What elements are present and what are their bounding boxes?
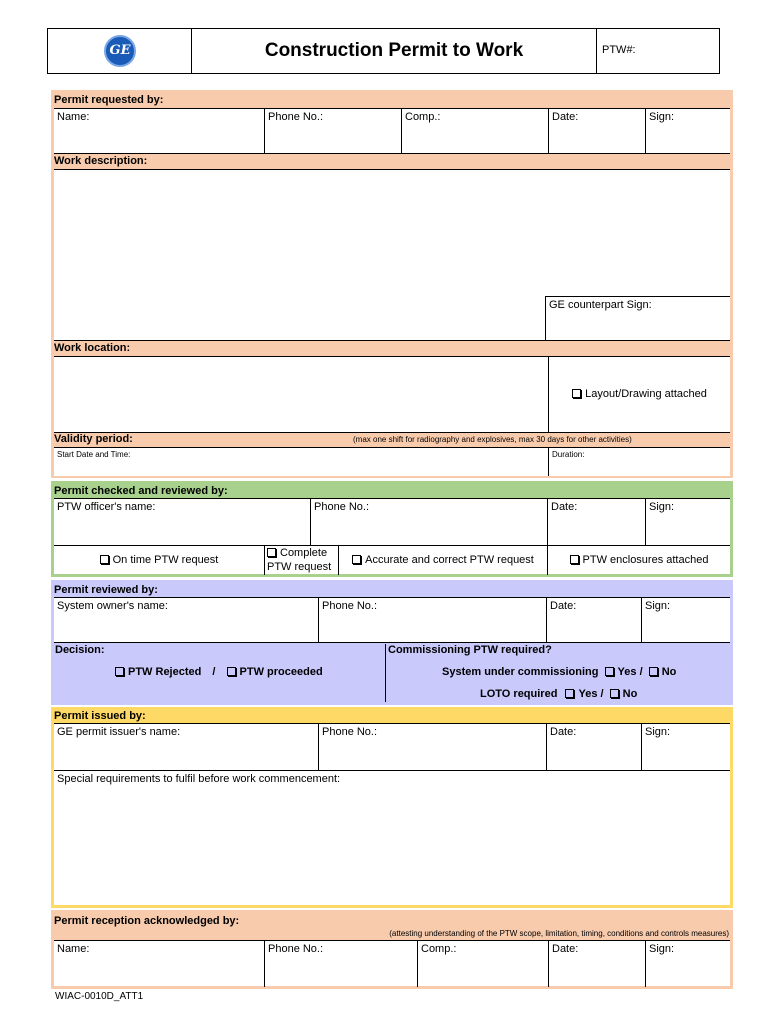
system-under-row — [442, 666, 676, 679]
accurate-checkbox[interactable] — [338, 546, 547, 575]
work-location-heading: Work location: — [54, 342, 131, 354]
section-reviewed — [51, 580, 733, 705]
reception-date-field[interactable] — [548, 941, 645, 987]
checkbox-icon — [605, 667, 614, 676]
checkbox-icon — [565, 689, 574, 698]
complete-label-2: PTW request — [267, 561, 332, 573]
reviewed-date-field[interactable] — [546, 598, 641, 642]
header-box — [47, 28, 720, 74]
reception-row — [54, 940, 730, 986]
ptw-proceeded-checkbox[interactable] — [227, 666, 323, 678]
checkbox-icon — [267, 548, 276, 557]
accurate-label: Accurate and correct PTW request — [365, 554, 534, 566]
issued-phone-label: Phone No.: — [322, 726, 378, 738]
complete-label-1: Complete — [280, 547, 328, 559]
checkbox-icon — [227, 667, 236, 676]
requested-comp-field[interactable] — [401, 109, 548, 153]
requested-phone-field[interactable] — [264, 109, 401, 153]
decision-options — [115, 666, 323, 679]
requested-date-label: Date: — [552, 111, 579, 123]
on-time-label: On time PTW request — [112, 554, 219, 566]
reception-note: (attesting understanding of the PTW scope, limitation, timing, conditions and controls measures) — [389, 929, 729, 938]
checkbox-icon — [115, 667, 124, 676]
ptw-number-label: PTW#: — [602, 44, 636, 56]
officer-name-label: PTW officer's name: — [57, 501, 156, 513]
reception-name-label: Name: — [57, 943, 90, 955]
work-description-heading: Work description: — [54, 155, 148, 167]
counterpart-sign-field[interactable] — [545, 296, 730, 340]
system-under-label: System under commissioning — [442, 666, 599, 678]
loto-no-label: No — [622, 688, 638, 700]
loto-yes-checkbox[interactable] — [565, 688, 603, 700]
checked-sign-field[interactable] — [645, 499, 730, 545]
requested-name-field[interactable] — [54, 109, 264, 153]
checkbox-icon — [100, 555, 109, 564]
checkbox-icon — [610, 689, 619, 698]
requested-name-label: Name: — [57, 111, 90, 123]
loto-no-checkbox[interactable] — [610, 688, 638, 700]
special-requirements-label: Special requirements to fulfil before work commencement: — [57, 773, 341, 785]
reception-sign-label: Sign: — [649, 943, 675, 955]
reviewed-sign-label: Sign: — [645, 600, 671, 612]
section-requested — [51, 90, 733, 478]
system-yes-label: Yes / — [617, 666, 643, 678]
layout-attached-checkbox[interactable] — [548, 357, 730, 432]
reviewed-heading: Permit reviewed by: — [54, 584, 158, 596]
system-no-checkbox[interactable] — [649, 666, 677, 678]
reception-comp-label: Comp.: — [421, 943, 457, 955]
owner-name-field[interactable] — [54, 598, 318, 642]
reviewed-date-label: Date: — [550, 600, 577, 612]
checked-date-label: Date: — [551, 501, 578, 513]
reception-name-field[interactable] — [54, 941, 264, 987]
reviewed-sign-field[interactable] — [641, 598, 730, 642]
enclosures-label: PTW enclosures attached — [582, 554, 709, 566]
system-yes-checkbox[interactable] — [605, 666, 643, 678]
decision-label: Decision: — [55, 644, 105, 656]
checked-date-field[interactable] — [547, 499, 645, 545]
on-time-checkbox[interactable] — [54, 546, 264, 575]
validity-note: (max one shift for radiography and explosives, max 30 days for other activities) — [353, 435, 632, 444]
ptw-rejected-label: PTW Rejected — [128, 666, 202, 678]
section-issued — [51, 707, 733, 908]
issuer-name-label: GE permit issuer's name: — [57, 726, 181, 738]
commissioning-label: Commissioning PTW required? — [388, 644, 552, 656]
counterpart-sign-label: GE counterpart Sign: — [549, 299, 652, 311]
start-date-label: Start Date and Time: — [57, 450, 131, 459]
checked-phone-field[interactable] — [310, 499, 547, 545]
reception-heading: Permit reception acknowledged by: — [54, 915, 240, 927]
issued-sign-label: Sign: — [645, 726, 671, 738]
duration-label: Duration: — [552, 450, 585, 459]
checked-row — [54, 498, 730, 574]
enclosures-checkbox[interactable] — [547, 546, 730, 575]
reception-comp-field[interactable] — [417, 941, 548, 987]
issued-sign-field[interactable] — [641, 724, 730, 770]
complete-checkbox[interactable] — [264, 546, 338, 575]
issuer-name-field[interactable] — [54, 724, 318, 770]
loto-row — [480, 688, 637, 701]
checkbox-icon — [572, 389, 581, 398]
loto-label: LOTO required — [480, 688, 558, 700]
reception-phone-label: Phone No.: — [268, 943, 324, 955]
owner-name-label: System owner's name: — [57, 600, 168, 612]
validity-row — [54, 447, 730, 476]
officer-name-field[interactable] — [54, 499, 310, 545]
issued-heading: Permit issued by: — [54, 710, 146, 722]
requested-comp-label: Comp.: — [405, 111, 441, 123]
reviewed-row — [54, 597, 730, 643]
reviewed-phone-field[interactable] — [318, 598, 546, 642]
checked-sign-label: Sign: — [649, 501, 675, 513]
section-checked — [51, 481, 733, 577]
reception-phone-field[interactable] — [264, 941, 417, 987]
duration-field[interactable] — [548, 448, 730, 476]
decision-slash: / — [212, 666, 216, 678]
checked-phone-label: Phone No.: — [314, 501, 370, 513]
ge-logo — [104, 35, 136, 67]
issued-date-field[interactable] — [546, 724, 641, 770]
system-no-label: No — [661, 666, 677, 678]
requested-row — [54, 108, 730, 154]
form-title: Construction Permit to Work — [264, 40, 524, 61]
requested-date-field[interactable] — [548, 109, 645, 153]
issued-box — [54, 723, 730, 905]
requested-heading: Permit requested by: — [54, 94, 164, 106]
ptw-rejected-checkbox[interactable] — [115, 666, 201, 678]
reception-date-label: Date: — [552, 943, 579, 955]
requested-sign-field[interactable] — [645, 109, 730, 153]
layout-attached-label: Layout/Drawing attached — [585, 388, 707, 400]
form-code: WIAC-0010D_ATT1 — [55, 991, 144, 1002]
issued-phone-field[interactable] — [318, 724, 546, 770]
ge-logo-text: GE — [109, 43, 131, 58]
special-requirements-field[interactable] — [54, 771, 730, 906]
checked-heading: Permit checked and reviewed by: — [54, 485, 228, 497]
validity-heading: Validity period: — [54, 433, 133, 445]
ptw-proceeded-label: PTW proceeded — [239, 666, 323, 678]
loto-yes-label: Yes / — [578, 688, 604, 700]
reviewed-phone-label: Phone No.: — [322, 600, 378, 612]
reception-sign-field[interactable] — [645, 941, 730, 987]
requested-sign-label: Sign: — [649, 111, 675, 123]
logo-cell — [48, 29, 192, 73]
work-description-field[interactable] — [54, 169, 730, 341]
ptw-number-cell — [596, 29, 719, 73]
issued-date-label: Date: — [550, 726, 577, 738]
work-location-field[interactable] — [54, 356, 730, 433]
checkbox-icon — [352, 555, 361, 564]
start-date-field[interactable] — [54, 448, 548, 476]
checkbox-icon — [649, 667, 658, 676]
section-reception — [51, 910, 733, 989]
checkbox-icon — [570, 555, 579, 564]
requested-phone-label: Phone No.: — [268, 111, 324, 123]
